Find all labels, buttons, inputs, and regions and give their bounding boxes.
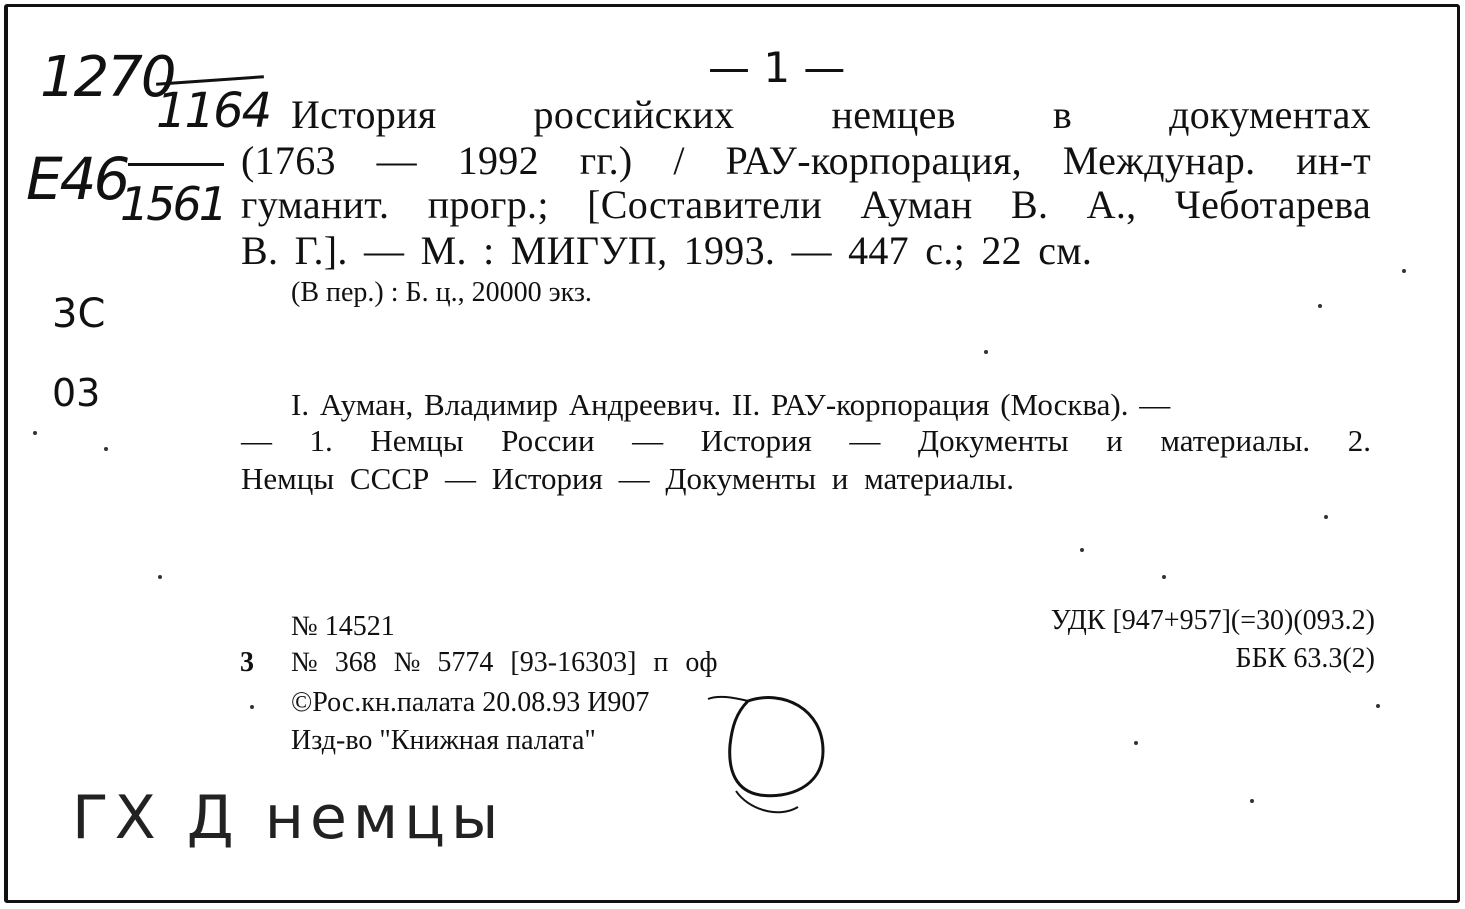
stamp-circle [688,679,838,839]
entry-word: немцев [831,92,956,137]
margin-note-2: 03 [52,371,101,415]
scan-speck [1250,799,1254,803]
entry-word: История [291,92,437,137]
entry-word: документах [1169,92,1371,137]
bottom-handwritten-note: ГХ Д немцы [72,783,505,853]
shelf-mark-mid: E46 [26,145,128,213]
entry-word: российских [533,92,735,137]
page-marker: — 1 — [708,43,846,92]
udk-code: УДК [947+957](=30)(093.2) [1050,605,1375,636]
scan-speck [104,447,108,451]
scan-speck [250,705,254,709]
copyright-line: ©Рос.кн.палата 20.08.93 И907 [291,687,650,718]
order-line: № 368 № 5774 [93-16303] п оф [291,647,718,678]
tracing-line-2: — 1. Немцы России — История — Документы и материалы. 2. [241,423,1371,458]
shelf-mark-mid-under: 1561 [120,177,226,231]
margin-note-1: 3С [52,291,106,337]
publisher-line: Изд-во "Книжная палата" [291,725,596,756]
entry-line-4: В. Г.]. — М. : МИГУП, 1993. — 447 с.; 22 см. [241,228,1093,273]
scan-speck [984,350,988,354]
catalog-card [4,4,1460,903]
bbk-code: ББК 63.3(2) [1235,643,1375,674]
entry-line-3: гуманит. прогр.; [Составители Ауман В. А., Чеботарева [241,182,1371,227]
entry-line-1 [291,91,1371,138]
scan-speck [33,431,37,435]
card-number: № 14521 [291,611,395,642]
scan-speck [1402,269,1406,273]
scan-speck [1324,515,1328,519]
scan-speck [1162,575,1166,579]
shelf-mark-top: 1270 [40,45,175,110]
scan-speck [1318,304,1322,308]
entry-line-5: (В пер.) : Б. ц., 20000 экз. [291,277,592,308]
scan-speck [158,575,162,579]
tracing-line-3: Немцы СССР — История — Документы и материалы. [241,461,1014,496]
tracing-line-1: I. Ауман, Владимир Андреевич. II. РАУ-корпорация (Москва). — [291,387,1171,422]
scan-speck [1134,741,1138,745]
entry-word: в [1052,92,1073,137]
scan-speck [1080,548,1084,552]
shelf-mark-top-under: 1164 [156,83,271,139]
entry-line-2: (1763 — 1992 гг.) / РАУ-корпорация, Междунар. ин-т [241,138,1371,183]
shelf-mark-mid-rule [128,163,224,166]
prefix-digit: 3 [240,647,254,678]
scan-speck [1376,704,1380,708]
